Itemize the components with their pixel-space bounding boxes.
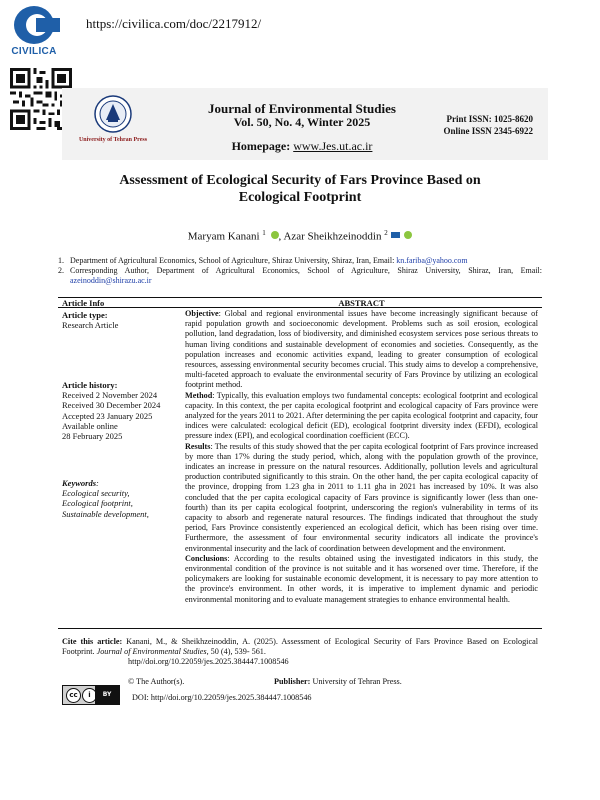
article-type-value: Research Article (62, 320, 119, 331)
journal-title: Journal of Environmental Studies (208, 101, 396, 116)
article-history-block (62, 380, 182, 441)
conclusions-text: : According to the results obtained using the investigated indicators in this study, the environmental condition of the province is not suitable and it has worsened over time. Therefore, if the policymakers are looking for sustainable economic development, it is necessary to pay more attention to the province's environment. In other words, it is imperative to implement dynamic and periodic environmental monitoring and to evaluate management strategies to enhance environmental health. (185, 553, 538, 604)
history-entry: 28 February 2025 (62, 431, 123, 442)
affiliation-text: Department of Agricultural Economics, School of Agriculture, Shiraz University, Shiraz, Iran, Email: (70, 256, 397, 265)
email-icon[interactable] (391, 232, 400, 238)
citation-volume: , 50 (4), 539- 561. (206, 647, 266, 657)
abstract-heading: ABSTRACT (338, 298, 385, 308)
publisher-label: Publisher: (274, 677, 311, 686)
citation-text: Kanani, M., & Sheikhzeinoddin, A. (2025). Assessment of Ecological Security of Fars Province Based on Ecological Footprint. (62, 637, 538, 657)
objective-text: : Global and regional environmental issues have become increasingly significant because of rapid population growth and socioeconomic development. Problems such as soil erosion, ecological pollution, land degradation, loss of biodiversity, and diminished ecosystem services pose serious threats to human living conditions and sustainable development of economies and societies. Consequently, as the population increases and economic activities expand, leading to greater consumption of ecological resources, assessing environmental security becomes crucial. This study aims to develop a comprehensive, multi-faceted approach to evaluate the environmental security of Fars Province by utilizing an ecological footprint method. (185, 309, 538, 390)
print-issn: Print ISSN: 1025-8620 (446, 114, 533, 124)
cc-license-badge[interactable] (62, 685, 120, 705)
history-entry: Received 30 December 2024 (62, 400, 161, 411)
abstract-conclusions (185, 554, 538, 605)
attribution-person-icon: i (82, 688, 97, 703)
abstract-body (185, 309, 538, 605)
history-entry: Available online (62, 420, 118, 431)
orcid-icon[interactable] (271, 231, 279, 239)
issn-block (410, 113, 533, 137)
civilica-logo[interactable] (6, 6, 62, 58)
method-text: : Typically, this evaluation employs two fundamental concepts: ecological footprint and ecological capacity. In this context, the per capita ecological footprint and ecological capacity of Fars province were analyzed for the years 2011 to 2021. After determining the per capita ecological footprint and capacity, four indices were calculated: ecological deficit (ED), ecological footprint diversity index (EFDI), ecological pressure index (EPI), and ecological coordination coefficient (ECC). (185, 390, 538, 441)
affiliation-number-corresponding: 2. (58, 266, 64, 275)
results-text: : The results of this study showed that the per capita ecological footprint of Fars province increased by more than 17% during the study period, which, along with the population growth of the province, indicates an increase in pressure on the natural resources. Additionally, pollution levels and agricultural production contributed significantly to this strain. On the other hand, the per capita ecological capacity of the province, dropping from 1.23 gha in 2011 to 1.11 gha in 2021 has increased by 10%. It was also concluded that the per capita ecological capacity of Fars province is significantly lower (less than one-fourth) than its per capita ecological footprint, underscoring the region's vulnerability in terms of its capacity to absorb and regenerate natural resources. The findings indicated that throughout the study period, Fars Province consistently experienced an ecological deficit, which has been rising over time. Furthermore, the assessment of four environmental security indicators all indicate the province's environmental insecurity and the lack of coordination between development and the environment. (185, 441, 538, 553)
paper-title-line2: Ecological Footprint (238, 190, 362, 205)
abstract-method (185, 391, 538, 442)
journal-issue: Vol. 50, No. 4, Winter 2025 (233, 115, 371, 129)
affiliation-email-link-corresponding[interactable]: azeinoddin@shirazu.ac.ir (70, 276, 152, 285)
paper-title-line1: Assessment of Ecological Security of Fars Province Based on (119, 173, 481, 188)
history-entry: Accepted 23 January 2025 (62, 410, 153, 421)
history-entry: Received 2 November 2024 (62, 390, 158, 401)
cc-icon: cc (66, 688, 81, 703)
orcid-icon-corresponding[interactable] (404, 231, 412, 239)
author-superscript: 1 (262, 229, 266, 237)
keyword-item: Sustainable development, (62, 508, 149, 519)
author-separator: , (278, 230, 284, 243)
author-list (150, 229, 450, 243)
citation-block (62, 637, 538, 668)
keyword-item: Ecological security, (62, 488, 130, 499)
article-type-block (62, 310, 182, 330)
author-name-corresponding: Azar Sheikhzeinoddin (283, 230, 382, 243)
paper-title (90, 172, 510, 206)
author-superscript-corresponding: 2 (384, 229, 388, 237)
homepage-label: Homepage: (231, 139, 291, 153)
citation-doi[interactable]: http//doi.org/10.22059/jes.2025.384447.1008546 (128, 657, 289, 667)
copyright-text: © The Author(s). (128, 677, 185, 686)
civilica-c-icon (14, 6, 54, 44)
university-logo (70, 92, 156, 152)
affiliation-item (58, 256, 542, 266)
footer-doi[interactable]: DOI: http//doi.org/10.22059/jes.2025.384447.1008546 (132, 693, 312, 702)
affiliation-item-corresponding (58, 266, 542, 286)
publisher-name: University of Tehran Press. (310, 677, 402, 686)
article-type-label: Article type: (62, 310, 108, 320)
method-label: Method (185, 390, 213, 400)
abstract-objective (185, 309, 538, 391)
keyword-item: Ecological footprint, (62, 498, 133, 509)
affiliation-text-corresponding: Corresponding Author, Department of Agricultural Economics, School of Agriculture, Shiraz University, Shiraz, Iran, Email: (70, 266, 542, 275)
cc-by-label: BY (95, 686, 119, 704)
keywords-block: Keywords: Ecological security, Ecological footprint, Sustainable development, (62, 478, 182, 519)
abstract-results (185, 442, 538, 554)
document-url[interactable]: https://civilica.com/doc/2217912/ (86, 16, 262, 31)
university-caption: University of Tehran Press (78, 137, 148, 143)
online-issn: Online ISSN 2345-6922 (443, 126, 533, 136)
citation-label: Cite this article: (62, 637, 123, 646)
affiliation-email-link[interactable]: kn.fariba@yahoo.com (396, 256, 468, 265)
article-history-label: Article history: (62, 380, 118, 390)
results-label: Results (185, 441, 211, 451)
affiliation-number: 1. (58, 256, 64, 265)
citation-journal: Journal of Environmental Studies (96, 647, 207, 657)
homepage-link[interactable]: www.Jes.ut.ac.ir (293, 139, 373, 153)
box-bottom-rule (58, 628, 542, 629)
civilica-logo-text: CIVILICA (11, 46, 57, 57)
author-name: Maryam Kanani (187, 230, 260, 243)
conclusions-label: Conclusions (185, 553, 228, 563)
journal-homepage (160, 139, 444, 154)
university-emblem-icon (70, 92, 156, 136)
article-info-heading: Article Info (62, 298, 105, 308)
keywords-label: Keywords (62, 478, 96, 488)
objective-label: Objective (185, 309, 219, 318)
